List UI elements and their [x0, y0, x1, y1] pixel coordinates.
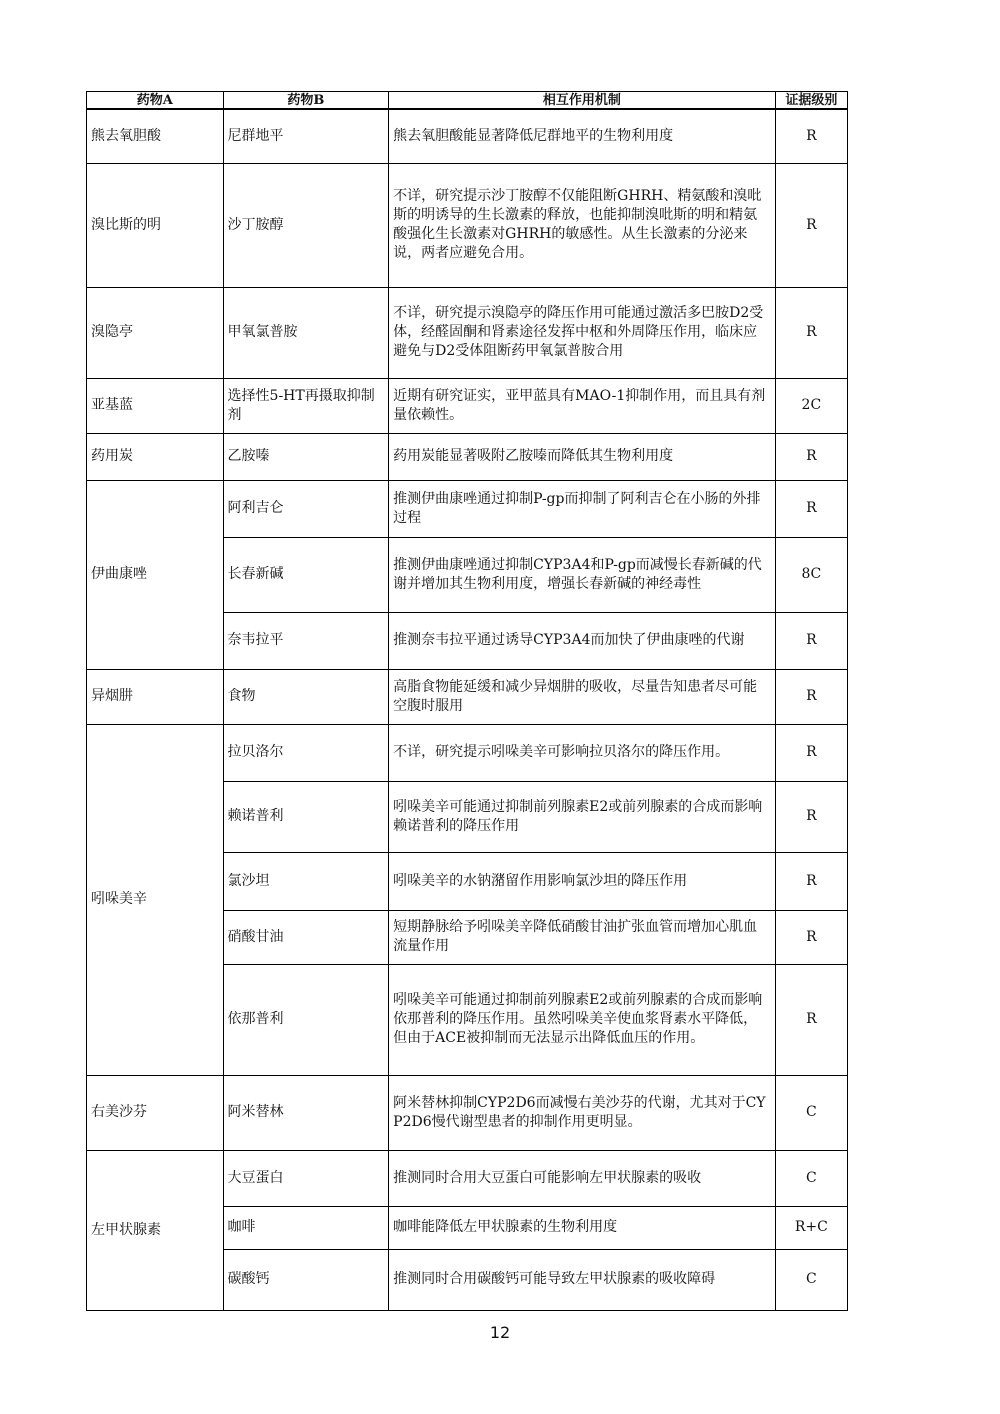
- cell-mechanism: 推测伊曲康唑通过抑制CYP3A4和P-gp而减慢长春新碱的代谢并增加其生物利用度，增强长春新碱的神经毒性: [389, 537, 776, 612]
- cell-drug-a: 左甲状腺素: [87, 1150, 224, 1310]
- cell-mechanism: 吲哚美辛的水钠潴留作用影响氯沙坦的降压作用: [389, 852, 776, 910]
- cell-drug-b: 依那普利: [223, 964, 389, 1075]
- cell-mechanism: 不详，研究提示吲哚美辛可影响拉贝洛尔的降压作用。: [389, 724, 776, 781]
- cell-drug-b: 拉贝洛尔: [223, 724, 389, 781]
- cell-evidence-level: C: [775, 1150, 847, 1206]
- table-row: [87, 109, 848, 163]
- cell-evidence-level: R: [775, 287, 847, 378]
- cell-drug-b: 赖诺普利: [223, 781, 389, 852]
- cell-mechanism: 推测伊曲康唑通过抑制P-gp而抑制了阿利吉仑在小肠的外排过程: [389, 480, 776, 537]
- table-row: [87, 1075, 848, 1150]
- cell-drug-a: 溴比斯的明: [87, 163, 224, 287]
- cell-evidence-level: R: [775, 910, 847, 964]
- cell-evidence-level: R: [775, 433, 847, 480]
- cell-drug-b: 奈韦拉平: [223, 612, 389, 669]
- cell-drug-a: 吲哚美辛: [87, 724, 224, 1075]
- cell-evidence-level: R: [775, 163, 847, 287]
- cell-mechanism: 高脂食物能延缓和减少异烟肼的吸收，尽量告知患者尽可能空腹时服用: [389, 669, 776, 724]
- cell-evidence-level: R: [775, 612, 847, 669]
- cell-drug-a: 右美沙芬: [87, 1075, 224, 1150]
- cell-drug-a: 溴隐亭: [87, 287, 224, 378]
- table-row: [87, 1150, 848, 1206]
- header-drug-a: 药物A: [87, 92, 224, 110]
- cell-drug-a: 熊去氧胆酸: [87, 109, 224, 163]
- cell-drug-a: 药用炭: [87, 433, 224, 480]
- cell-drug-b: 大豆蛋白: [223, 1150, 389, 1206]
- table-row: [87, 287, 848, 378]
- cell-mechanism: 不详，研究提示沙丁胺醇不仅能阻断GHRH、精氨酸和溴吡斯的明诱导的生长激素的释放，也能抑制溴吡斯的明和精氨酸强化生长激素对GHRH的敏感性。从生长激素的分泌来说，两者应避免合用。: [389, 163, 776, 287]
- cell-evidence-level: C: [775, 1075, 847, 1150]
- cell-mechanism: 推测同时合用碳酸钙可能导致左甲状腺素的吸收障碍: [389, 1249, 776, 1310]
- cell-mechanism: 咖啡能降低左甲状腺素的生物利用度: [389, 1206, 776, 1249]
- cell-mechanism: 药用炭能显著吸附乙胺嗪而降低其生物利用度: [389, 433, 776, 480]
- header-row: [87, 92, 848, 110]
- table-row: [87, 669, 848, 724]
- cell-drug-b: 碳酸钙: [223, 1249, 389, 1310]
- cell-evidence-level: 8C: [775, 537, 847, 612]
- cell-evidence-level: 2C: [775, 378, 847, 433]
- cell-drug-b: 乙胺嗪: [223, 433, 389, 480]
- drug-interaction-table: [86, 91, 848, 1311]
- cell-evidence-level: R: [775, 109, 847, 163]
- cell-mechanism: 吲哚美辛可能通过抑制前列腺素E2或前列腺素的合成而影响依那普利的降压作用。虽然吲哚美辛使血浆肾素水平降低，但由于ACE被抑制而无法显示出降低血压的作用。: [389, 964, 776, 1075]
- cell-mechanism: 熊去氧胆酸能显著降低尼群地平的生物利用度: [389, 109, 776, 163]
- table-row: [87, 378, 848, 433]
- header-drug-b: 药物B: [223, 92, 389, 110]
- cell-drug-b: 氯沙坦: [223, 852, 389, 910]
- cell-mechanism: 不详，研究提示溴隐亭的降压作用可能通过激活多巴胺D2受体，经醛固酮和肾素途径发挥中枢和外周降压作用，临床应避免与D2受体阻断药甲氧氯普胺合用: [389, 287, 776, 378]
- cell-drug-b: 咖啡: [223, 1206, 389, 1249]
- cell-drug-b: 尼群地平: [223, 109, 389, 163]
- table-row: [87, 724, 848, 781]
- cell-mechanism: 阿米替林抑制CYP2D6而减慢右美沙芬的代谢，尤其对于CYP2D6慢代谢型患者的抑制作用更明显。: [389, 1075, 776, 1150]
- cell-mechanism: 吲哚美辛可能通过抑制前列腺素E2或前列腺素的合成而影响赖诺普利的降压作用: [389, 781, 776, 852]
- cell-drug-b: 沙丁胺醇: [223, 163, 389, 287]
- cell-evidence-level: R: [775, 480, 847, 537]
- table-row: [87, 163, 848, 287]
- cell-drug-b: 甲氧氯普胺: [223, 287, 389, 378]
- table-row: [87, 480, 848, 537]
- cell-evidence-level: C: [775, 1249, 847, 1310]
- cell-evidence-level: R+C: [775, 1206, 847, 1249]
- cell-drug-b: 阿米替林: [223, 1075, 389, 1150]
- cell-mechanism: 推测奈韦拉平通过诱导CYP3A4而加快了伊曲康唑的代谢: [389, 612, 776, 669]
- cell-drug-b: 长春新碱: [223, 537, 389, 612]
- cell-drug-b: 硝酸甘油: [223, 910, 389, 964]
- cell-drug-b: 选择性5-HT再摄取抑制剂: [223, 378, 389, 433]
- cell-drug-b: 阿利吉仑: [223, 480, 389, 537]
- cell-mechanism: 近期有研究证实，亚甲蓝具有MAO-1抑制作用，而且具有剂量依赖性。: [389, 378, 776, 433]
- page-number: 12: [489, 1323, 511, 1342]
- header-evidence-level: 证据级别: [775, 92, 847, 110]
- cell-drug-b: 食物: [223, 669, 389, 724]
- table-row: [87, 433, 848, 480]
- header-mechanism: 相互作用机制: [389, 92, 776, 110]
- cell-drug-a: 伊曲康唑: [87, 480, 224, 669]
- cell-evidence-level: R: [775, 781, 847, 852]
- cell-evidence-level: R: [775, 669, 847, 724]
- cell-mechanism: 推测同时合用大豆蛋白可能影响左甲状腺素的吸收: [389, 1150, 776, 1206]
- cell-mechanism: 短期静脉给予吲哚美辛降低硝酸甘油扩张血管而增加心肌血流量作用: [389, 910, 776, 964]
- cell-evidence-level: R: [775, 964, 847, 1075]
- cell-drug-a: 异烟肼: [87, 669, 224, 724]
- cell-evidence-level: R: [775, 852, 847, 910]
- cell-drug-a: 亚基蓝: [87, 378, 224, 433]
- cell-evidence-level: R: [775, 724, 847, 781]
